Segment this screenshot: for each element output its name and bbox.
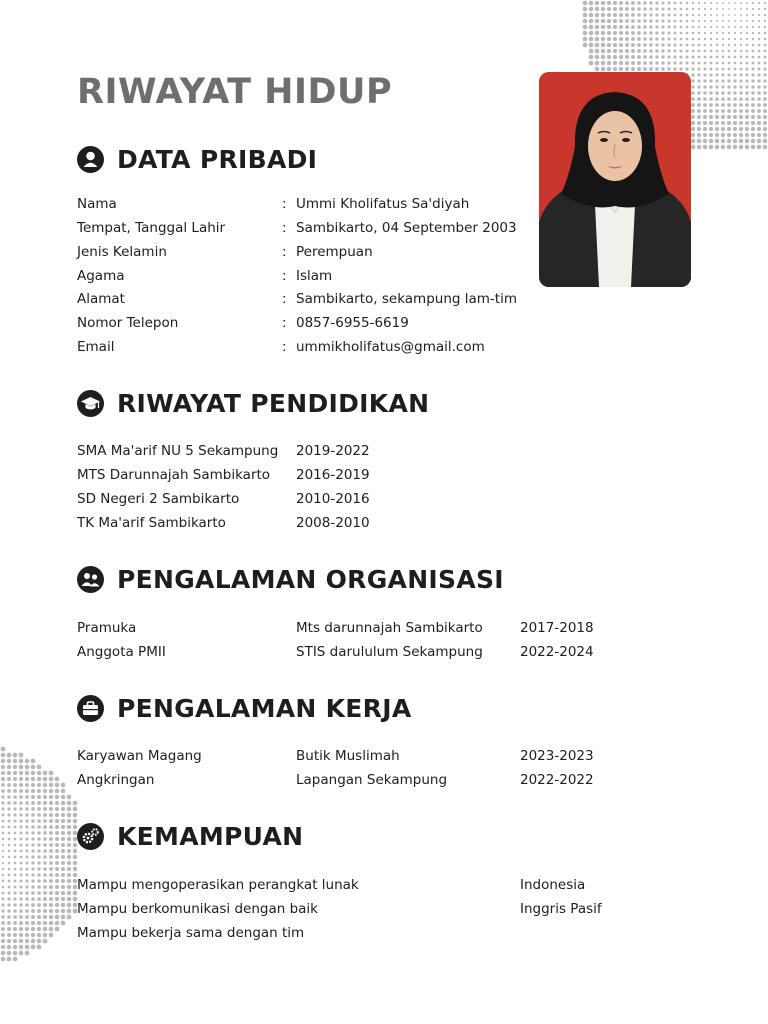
field-label: Nomor Telepon bbox=[77, 315, 179, 331]
work-role: Angkringan bbox=[77, 772, 155, 788]
organization-years: 2017-2018 bbox=[520, 620, 594, 636]
field-label: Alamat bbox=[77, 291, 125, 307]
field-value: ummikholifatus@gmail.com bbox=[296, 339, 485, 355]
field-value: Sambikarto, sekampung lam-tim bbox=[296, 291, 517, 307]
profile-photo bbox=[539, 72, 691, 287]
language-item: Inggris Pasif bbox=[520, 901, 602, 917]
page-title: RIWAYAT HIDUP bbox=[77, 72, 393, 112]
field-value: Islam bbox=[296, 268, 333, 284]
school-name: TK Ma'arif Sambikarto bbox=[77, 515, 226, 531]
section-title: PENGALAMAN ORGANISASI bbox=[117, 565, 504, 594]
section-title: PENGALAMAN KERJA bbox=[117, 694, 412, 723]
organization-years: 2022-2024 bbox=[520, 644, 594, 660]
school-name: SMA Ma'arif NU 5 Sekampung bbox=[77, 443, 279, 459]
school-name: MTS Darunnajah Sambikarto bbox=[77, 467, 271, 483]
organization-place: Mts darunnajah Sambikarto bbox=[296, 620, 483, 636]
work-place: Lapangan Sekampung bbox=[296, 772, 448, 788]
section-title: DATA PRIBADI bbox=[117, 145, 318, 174]
separator: : bbox=[282, 339, 287, 355]
field-label: Agama bbox=[77, 268, 125, 284]
separator: : bbox=[282, 268, 287, 284]
section-education-heading bbox=[77, 389, 429, 418]
organization-role: Anggota PMII bbox=[77, 644, 166, 660]
school-years: 2019-2022 bbox=[296, 443, 370, 459]
skill-item: Mampu bekerja sama dengan tim bbox=[77, 925, 305, 941]
section-title: KEMAMPUAN bbox=[117, 822, 304, 851]
field-value: Sambikarto, 04 September 2003 bbox=[296, 220, 517, 236]
field-value: Ummi Kholifatus Sa'diyah bbox=[296, 196, 470, 212]
school-name: SD Negeri 2 Sambikarto bbox=[77, 491, 240, 507]
work-place: Butik Muslimah bbox=[296, 748, 400, 764]
gears-icon bbox=[77, 823, 104, 850]
work-role: Karyawan Magang bbox=[77, 748, 202, 764]
field-value: Perempuan bbox=[296, 244, 373, 260]
school-years: 2008-2010 bbox=[296, 515, 370, 531]
separator: : bbox=[282, 196, 287, 212]
field-label: Nama bbox=[77, 196, 117, 212]
separator: : bbox=[282, 291, 287, 307]
work-years: 2023-2023 bbox=[520, 748, 594, 764]
field-label: Jenis Kelamin bbox=[77, 244, 167, 260]
group-icon bbox=[77, 566, 104, 593]
halftone-decoration-bottom-left bbox=[0, 728, 80, 1024]
school-years: 2010-2016 bbox=[296, 491, 370, 507]
section-organization-heading bbox=[77, 565, 504, 594]
school-years: 2016-2019 bbox=[296, 467, 370, 483]
language-item: Indonesia bbox=[520, 877, 586, 893]
separator: : bbox=[282, 220, 287, 236]
graduation-cap-icon bbox=[77, 390, 104, 417]
field-value: 0857-6955-6619 bbox=[296, 315, 409, 331]
organization-place: STIS darululum Sekampung bbox=[296, 644, 483, 660]
field-label: Email bbox=[77, 339, 115, 355]
section-work-heading bbox=[77, 694, 411, 723]
separator: : bbox=[282, 315, 287, 331]
briefcase-icon bbox=[77, 695, 104, 722]
skill-item: Mampu mengoperasikan perangkat lunak bbox=[77, 877, 359, 893]
work-years: 2022-2022 bbox=[520, 772, 594, 788]
section-title: RIWAYAT PENDIDIKAN bbox=[117, 389, 430, 418]
separator: : bbox=[282, 244, 287, 260]
skill-item: Mampu berkomunikasi dengan baik bbox=[77, 901, 318, 917]
section-personal-heading bbox=[77, 145, 317, 174]
user-circle-icon bbox=[77, 146, 104, 173]
field-label: Tempat, Tanggal Lahir bbox=[77, 220, 226, 236]
organization-role: Pramuka bbox=[77, 620, 137, 636]
section-skills-heading bbox=[77, 822, 303, 851]
